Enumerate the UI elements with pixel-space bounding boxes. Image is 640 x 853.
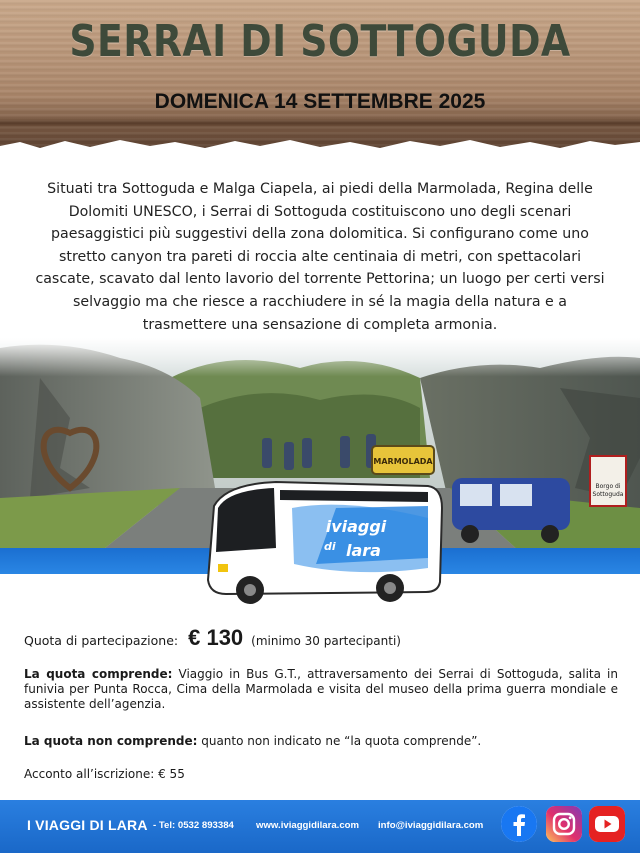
excludes-text: quanto non indicato ne “la quota comprende”. — [197, 734, 482, 748]
footer-website[interactable]: www.iviaggidilara.com — [256, 820, 360, 831]
facebook-icon[interactable] — [501, 806, 537, 842]
page-title: SERRAI DI SOTTOGUDA — [69, 16, 571, 67]
excludes-block — [24, 734, 618, 749]
includes-text: Viaggio in Bus G.T., attraversamento dei Serrai di Sottoguda, salita in funivia per Punta Rocca, Cima della Marmolada e visita del museo della prima guerra mondiale e assistente dell’agenzia. — [24, 667, 618, 711]
bus-logo-line2: di — [324, 540, 336, 553]
bus-graphic — [196, 478, 446, 608]
price-label: Quota di partecipazione: — [24, 633, 179, 648]
footer-brand: I VIAGGI DI LARA — [27, 817, 148, 833]
event-date: DOMENICA 14 SETTEMBRE 2025 — [154, 90, 486, 113]
includes-block — [24, 667, 618, 712]
excludes-label: La quota non comprende: — [24, 734, 198, 748]
footer-bar — [0, 800, 640, 853]
price-note: (minimo 30 partecipanti) — [251, 634, 401, 648]
wood-crack — [0, 118, 640, 128]
includes-label: La quota comprende: — [24, 667, 173, 681]
footer-email[interactable]: info@iviaggidilara.com — [378, 820, 484, 831]
header-banner — [0, 0, 640, 160]
intro-paragraph: Situati tra Sottoguda e Malga Ciapela, ai piedi della Marmolada, Regina delle Dolomiti UNESCO, i Serrai di Sottoguda costituiscono uno degli scenari paesaggistici più suggestivi della zona dolomitica. Si configurano come uno stretto canyon tra pareti di roccia alte centinaia di metri, con spettacolari cascate, scavato dal lento lavorio del torrente Pettorina; un luogo per certi versi selvaggio ma che riesce a racchiudere in sé la magia della natura e a trasmettere una sensazione di completa armonia. — [35, 181, 605, 333]
price-line — [24, 625, 401, 651]
deposit-text: Acconto all’iscrizione: € 55 — [24, 767, 185, 781]
torn-edge — [0, 132, 640, 160]
price-value: € 130 — [188, 625, 244, 650]
bus-logo-line1: iviaggi — [325, 517, 387, 536]
youtube-icon[interactable] — [589, 806, 625, 842]
bus-logo-line3: lara — [346, 541, 381, 560]
footer-phone[interactable]: - Tel: 0532 893384 — [153, 820, 234, 831]
instagram-icon[interactable] — [546, 806, 582, 842]
